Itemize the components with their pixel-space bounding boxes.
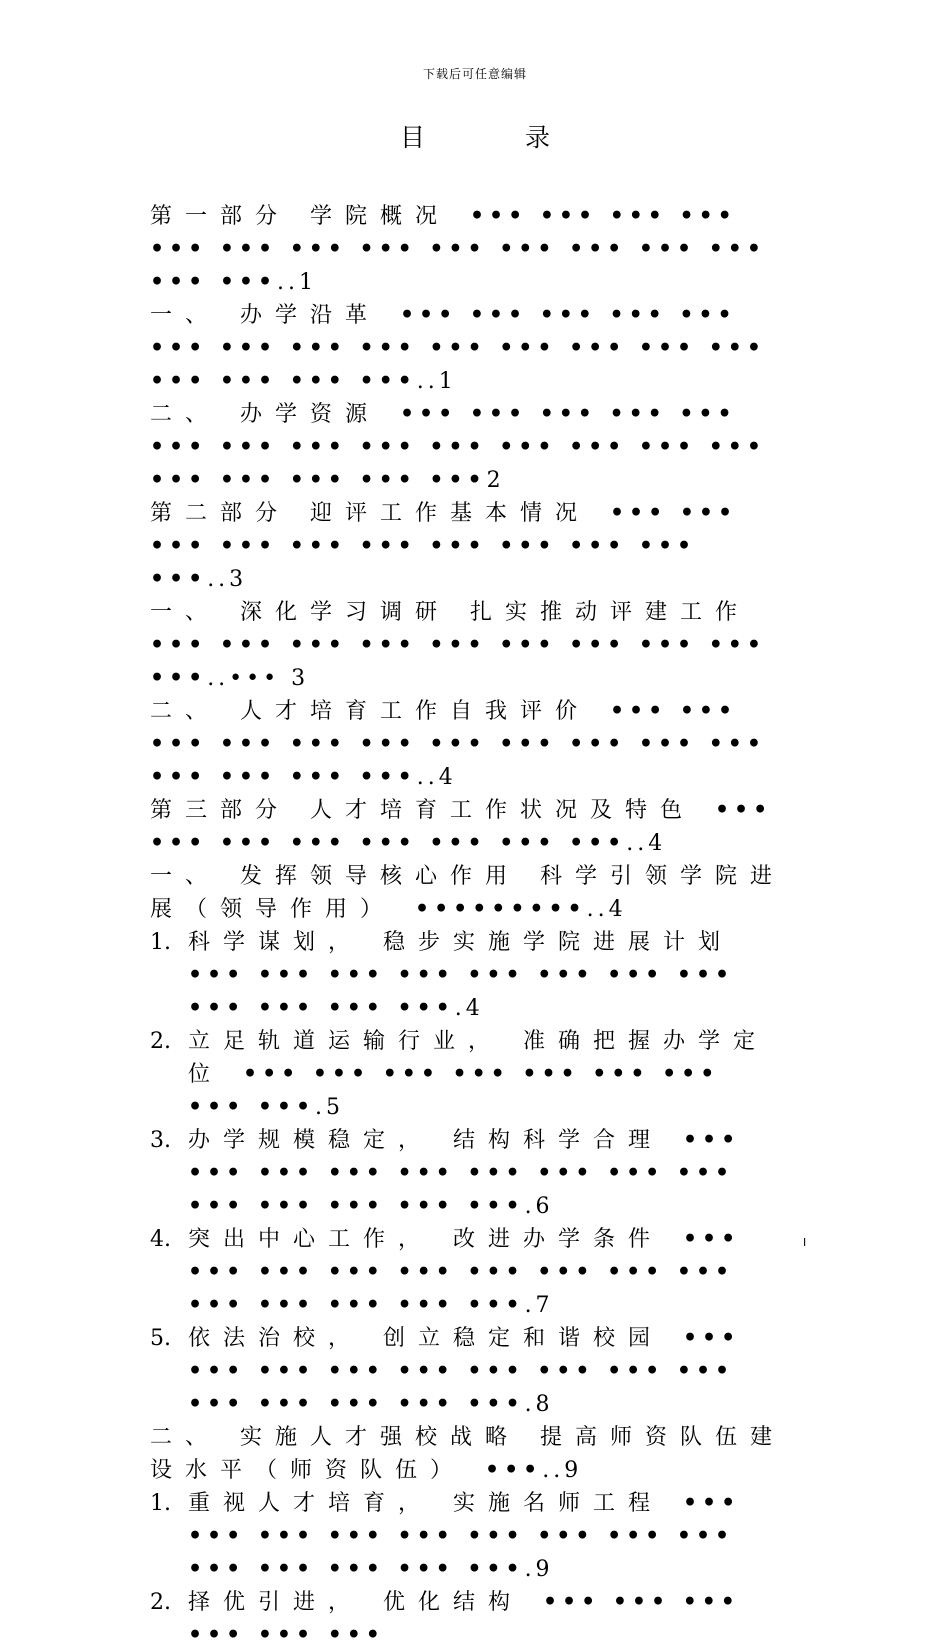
toc-entry-page: .9 (524, 1557, 554, 1582)
toc-entry-number: 1. (150, 930, 171, 955)
toc-entry[interactable] (150, 1586, 786, 1652)
toc-entry[interactable] (150, 596, 786, 695)
toc-entry-leader: ••• ••• ••• ••• ••• ••• ••• ••• ••• ••• ••• ••• ••• ••• ••• ••• ••• ••• ••• (150, 401, 766, 493)
toc-entry-text: 二、 人才培育工作自我评价 (150, 699, 590, 724)
toc-entry-leader: ••• ••• ••• ••• ••• ••• ••• ••• ••• ••• (150, 632, 766, 691)
toc-entry-text: 第二部分 迎评工作基本情况 (150, 501, 590, 526)
toc-entry-text: 二、 办学资源 (150, 402, 380, 427)
toc-entry-leader: ••• ••• ••• ••• ••• ••• ••• ••• ••• ••• ••• ••• ••• ••• (188, 1127, 741, 1219)
toc-entry-text: 一、 深化学习调研 扎实推动评建工作 (150, 600, 750, 625)
toc-entry-page: ..••• 3 (207, 666, 310, 691)
toc-entry[interactable] (150, 695, 786, 794)
toc-entry-text: 一、 发挥领导核心作用 科学引领学院进展（领导作用） (150, 864, 785, 922)
toc-entry[interactable] (150, 860, 786, 926)
toc-entry[interactable] (150, 1025, 786, 1124)
toc-entry-leader: ••• ••• ••• ••• ••• ••• ••• ••• ••• ••• ••• (150, 500, 738, 592)
toc-entry-text: 重视人才培育， 实施名师工程 (188, 1491, 663, 1516)
page-header: 下载后可任意编辑 (422, 67, 527, 81)
toc-entry[interactable] (150, 1124, 786, 1223)
toc-entry-leader: ••• ••• ••• ••• ••• ••• ••• ••• ••• ••• ••• ••• (188, 962, 735, 1021)
toc-entry-text: 第三部分 人才培育工作状况及特色 (150, 798, 695, 823)
toc-entry-number: 3. (150, 1128, 171, 1153)
toc-entry[interactable] (150, 1487, 786, 1586)
toc-entry-text: 第一部分 学院概况 (150, 204, 450, 229)
toc-entry-page: ..4 (626, 831, 667, 856)
toc-entry[interactable] (150, 926, 786, 1025)
toc-entry-number: 4. (150, 1227, 171, 1252)
toc-entry-page: .4 (454, 996, 484, 1021)
toc-entry-leader: ••• ••• ••• ••• ••• ••• (188, 1589, 740, 1648)
toc-entry[interactable] (150, 1322, 786, 1421)
toc-entry-leader: ••• ••• ••• ••• ••• ••• ••• ••• ••• ••• ••• ••• ••• ••• ••• (150, 698, 766, 790)
toc-entry-page: .8 (524, 1392, 554, 1417)
toc-entry-leader: ••••••••• (415, 896, 587, 922)
toc-entry-text: 科学谋划， 稳步实施学院进展计划 (188, 930, 733, 955)
toc-entry-text: 依法治校， 创立稳定和谐校园 (188, 1326, 663, 1351)
toc-title-char: 目 (399, 123, 425, 152)
page-number-marker: I (803, 1236, 807, 1249)
toc-entry-leader: ••• ••• ••• ••• ••• ••• ••• ••• (150, 797, 773, 856)
toc-entry-leader: ••• (485, 1457, 543, 1483)
toc-title-char: 录 (525, 123, 551, 152)
toc-entry-leader: ••• ••• ••• ••• ••• ••• ••• ••• ••• ••• ••• ••• ••• ••• (188, 1325, 741, 1417)
toc-entry[interactable] (150, 497, 786, 596)
toc-entry-page: ..4 (586, 897, 627, 922)
toc-entry-leader: ••• ••• ••• ••• ••• ••• ••• ••• ••• ••• ••• ••• ••• ••• ••• ••• ••• ••• (150, 302, 766, 394)
toc-entry-page: ..1 (277, 270, 318, 295)
toc-entry-leader: ••• ••• ••• ••• ••• ••• ••• ••• ••• (188, 1061, 720, 1120)
toc-entry-page: .6 (524, 1194, 554, 1219)
table-of-contents (150, 200, 786, 1652)
toc-entry[interactable] (150, 1223, 786, 1322)
toc-entry-text: 二、 实施人才强校战略 提高师资队伍建设水平（师资队伍） (150, 1425, 785, 1483)
toc-entry-number: 2. (150, 1029, 171, 1054)
toc-entry-text: 突出中心工作， 改进办学条件 (188, 1227, 663, 1252)
toc-entry-page: 2 (486, 468, 505, 493)
toc-entry[interactable] (150, 398, 786, 497)
toc-title (0, 118, 950, 154)
toc-entry-page: ..4 (416, 765, 457, 790)
toc-entry-leader: ••• ••• ••• ••• ••• ••• ••• ••• ••• ••• ••• ••• ••• ••• ••• (150, 203, 766, 295)
toc-entry-leader: ••• ••• ••• ••• ••• ••• ••• ••• ••• ••• ••• ••• ••• ••• (188, 1226, 741, 1318)
toc-entry-number: 2. (150, 1590, 171, 1615)
toc-entry-page: ..3 (207, 567, 248, 592)
toc-entry[interactable] (150, 1421, 786, 1487)
toc-entry-text: 一、 办学沿革 (150, 303, 380, 328)
toc-entry[interactable] (150, 200, 786, 299)
toc-entry-number: 1. (150, 1491, 171, 1516)
toc-entry-page: .5 (315, 1095, 345, 1120)
toc-entry-leader: ••• ••• ••• ••• ••• ••• ••• ••• ••• ••• ••• ••• ••• ••• (188, 1490, 741, 1582)
toc-entry-number: 5. (150, 1326, 171, 1351)
toc-entry[interactable] (150, 299, 786, 398)
toc-entry-text: 办学规模稳定， 结构科学合理 (188, 1128, 663, 1153)
toc-entry[interactable] (150, 794, 786, 860)
toc-entry-page: ..1 (416, 369, 457, 394)
toc-entry-text: 立足轨道运输行业， 准确把握办学定位 (188, 1029, 768, 1087)
toc-entry-page: .7 (524, 1293, 554, 1318)
toc-entry-page: ..9 (542, 1458, 583, 1483)
toc-entry-text: 择优引进， 优化结构 (188, 1590, 523, 1615)
